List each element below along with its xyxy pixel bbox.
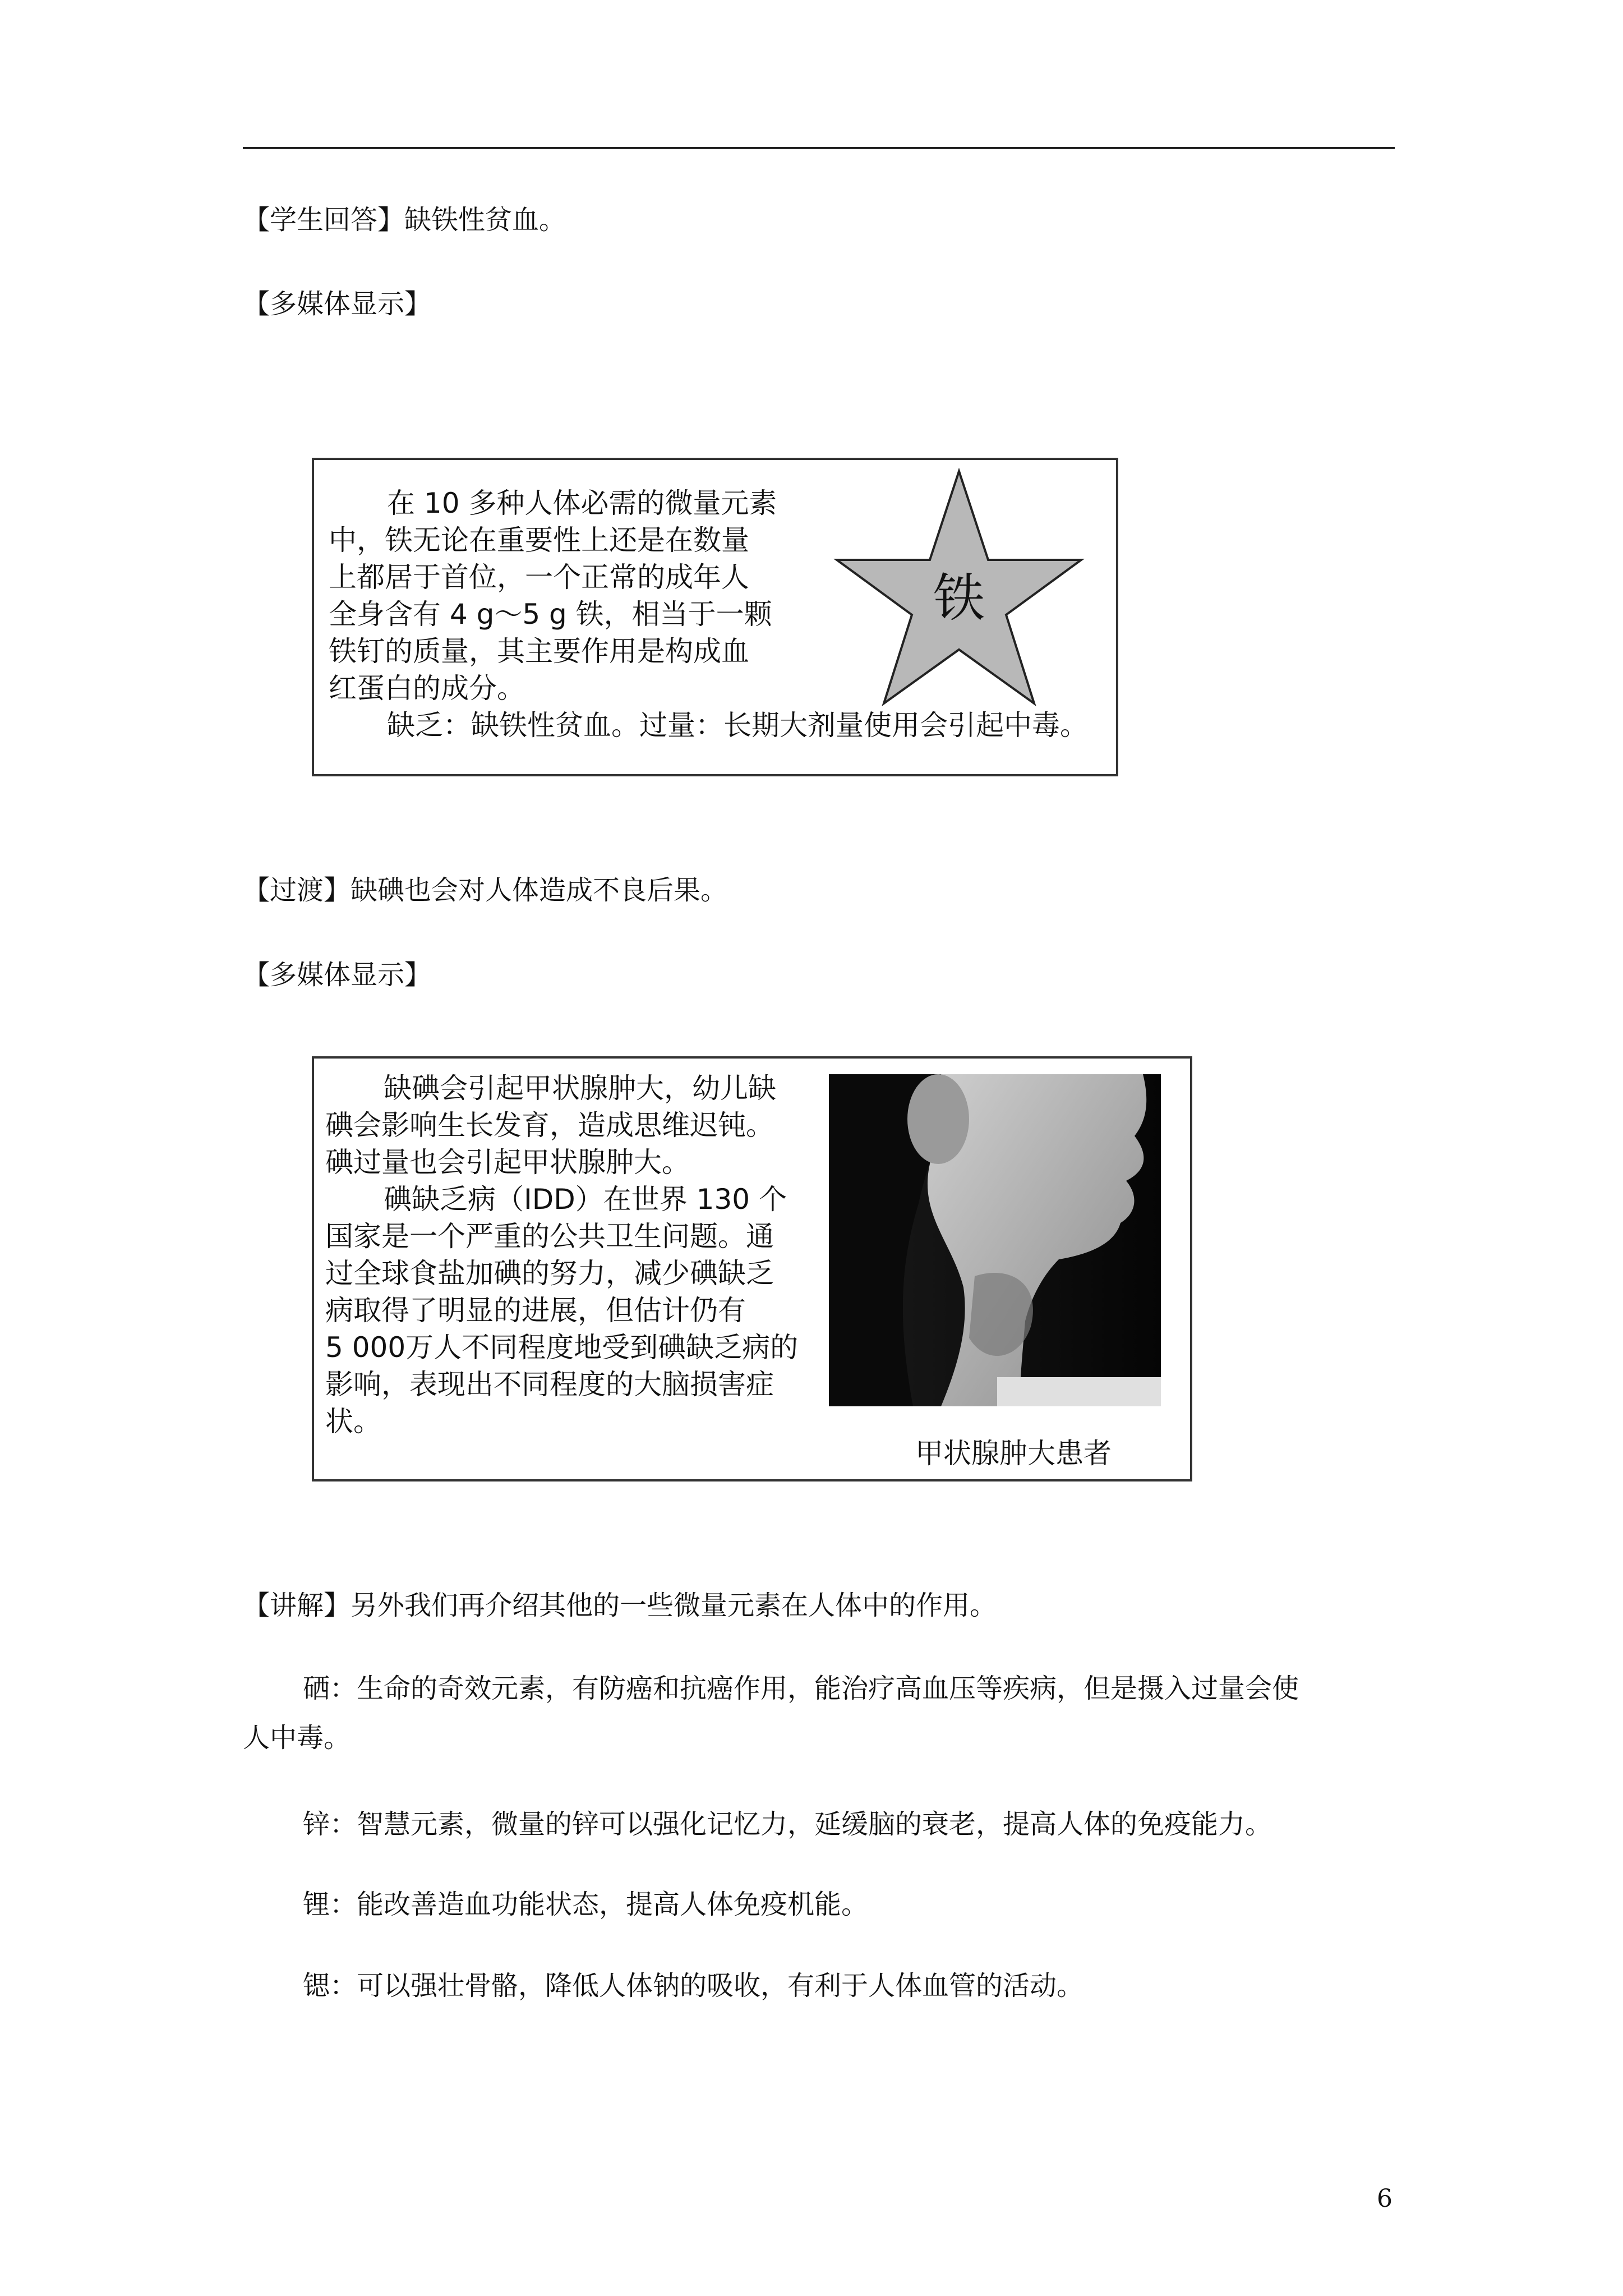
iodine-line: 状。 — [325, 1405, 381, 1438]
iron-line: 在 10 多种人体必需的微量元素 — [387, 487, 777, 519]
iron-star-icon — [808, 466, 1110, 729]
iodine-line: 病取得了明显的进展，但估计仍有 — [325, 1294, 746, 1327]
iodine-line: 影响，表现出不同程度的大脑损害症 — [325, 1368, 774, 1401]
explain-text: 【讲解】另外我们再介绍其他的一些微量元素在人体中的作用。 — [243, 1590, 997, 1621]
ear-shape — [907, 1074, 969, 1164]
page-number: 6 — [1377, 2184, 1393, 2213]
header-rule — [243, 147, 1395, 149]
iron-line: 中，铁无论在重要性上还是在数量 — [329, 524, 749, 556]
iodine-line: 碘过量也会引起甲状腺肿大。 — [325, 1146, 690, 1179]
goiter-patient-photo — [829, 1074, 1161, 1406]
iodine-line: 碘缺乏病（IDD）在世界 130 个 — [384, 1183, 787, 1216]
multimedia-label-1: 【多媒体显示】 — [243, 288, 432, 320]
iodine-line: 国家是一个严重的公共卫生问题。通 — [325, 1220, 774, 1253]
zinc-text: 锌：智慧元素，微量的锌可以强化记忆力，延缓脑的衰老，提高人体的免疫能力。 — [303, 1809, 1272, 1840]
iodine-line: 过全球食盐加碘的努力，减少碘缺乏 — [325, 1257, 774, 1290]
selenium-text-line1: 硒：生命的奇效元素，有防癌和抗癌作用，能治疗高血压等疾病，但是摄入过量会使 — [303, 1673, 1299, 1704]
transition-text: 【过渡】缺碘也会对人体造成不良后果。 — [243, 875, 728, 906]
iron-info-box — [312, 458, 1118, 776]
iodine-line: 5 000万人不同程度地受到碘缺乏病的 — [325, 1331, 799, 1364]
iron-line: 铁钉的质量，其主要作用是构成血 — [329, 635, 749, 668]
collar-shape — [997, 1377, 1161, 1406]
iron-line: 红蛋白的成分。 — [329, 672, 525, 705]
selenium-text-line2: 人中毒。 — [243, 1722, 351, 1754]
strontium-text: 锶：可以强壮骨骼，降低人体钠的吸收，有利于人体血管的活动。 — [303, 1970, 1084, 2001]
iron-line: 缺乏：缺铁性贫血。过量：长期大剂量使用会引起中毒。 — [387, 709, 1088, 742]
iodine-line: 缺碘会引起甲状腺肿大，幼儿缺 — [384, 1072, 776, 1105]
iodine-info-box — [312, 1056, 1192, 1481]
multimedia-label-2: 【多媒体显示】 — [243, 959, 432, 991]
lithium-text: 锂：能改善造血功能状态，提高人体免疫机能。 — [303, 1889, 869, 1920]
star-label: 铁 — [933, 568, 985, 628]
iodine-line: 碘会影响生长发育，造成思维迟钝。 — [325, 1109, 774, 1142]
iodine-info-text — [325, 1070, 798, 1440]
iron-line: 全身含有 4 g～5 g 铁，相当于一颗 — [329, 598, 772, 631]
student-answer: 【学生回答】缺铁性贫血。 — [243, 204, 566, 236]
iron-line: 上都居于首位，一个正常的成年人 — [329, 561, 749, 593]
photo-caption: 甲状腺肿大患者 — [915, 1437, 1112, 1470]
